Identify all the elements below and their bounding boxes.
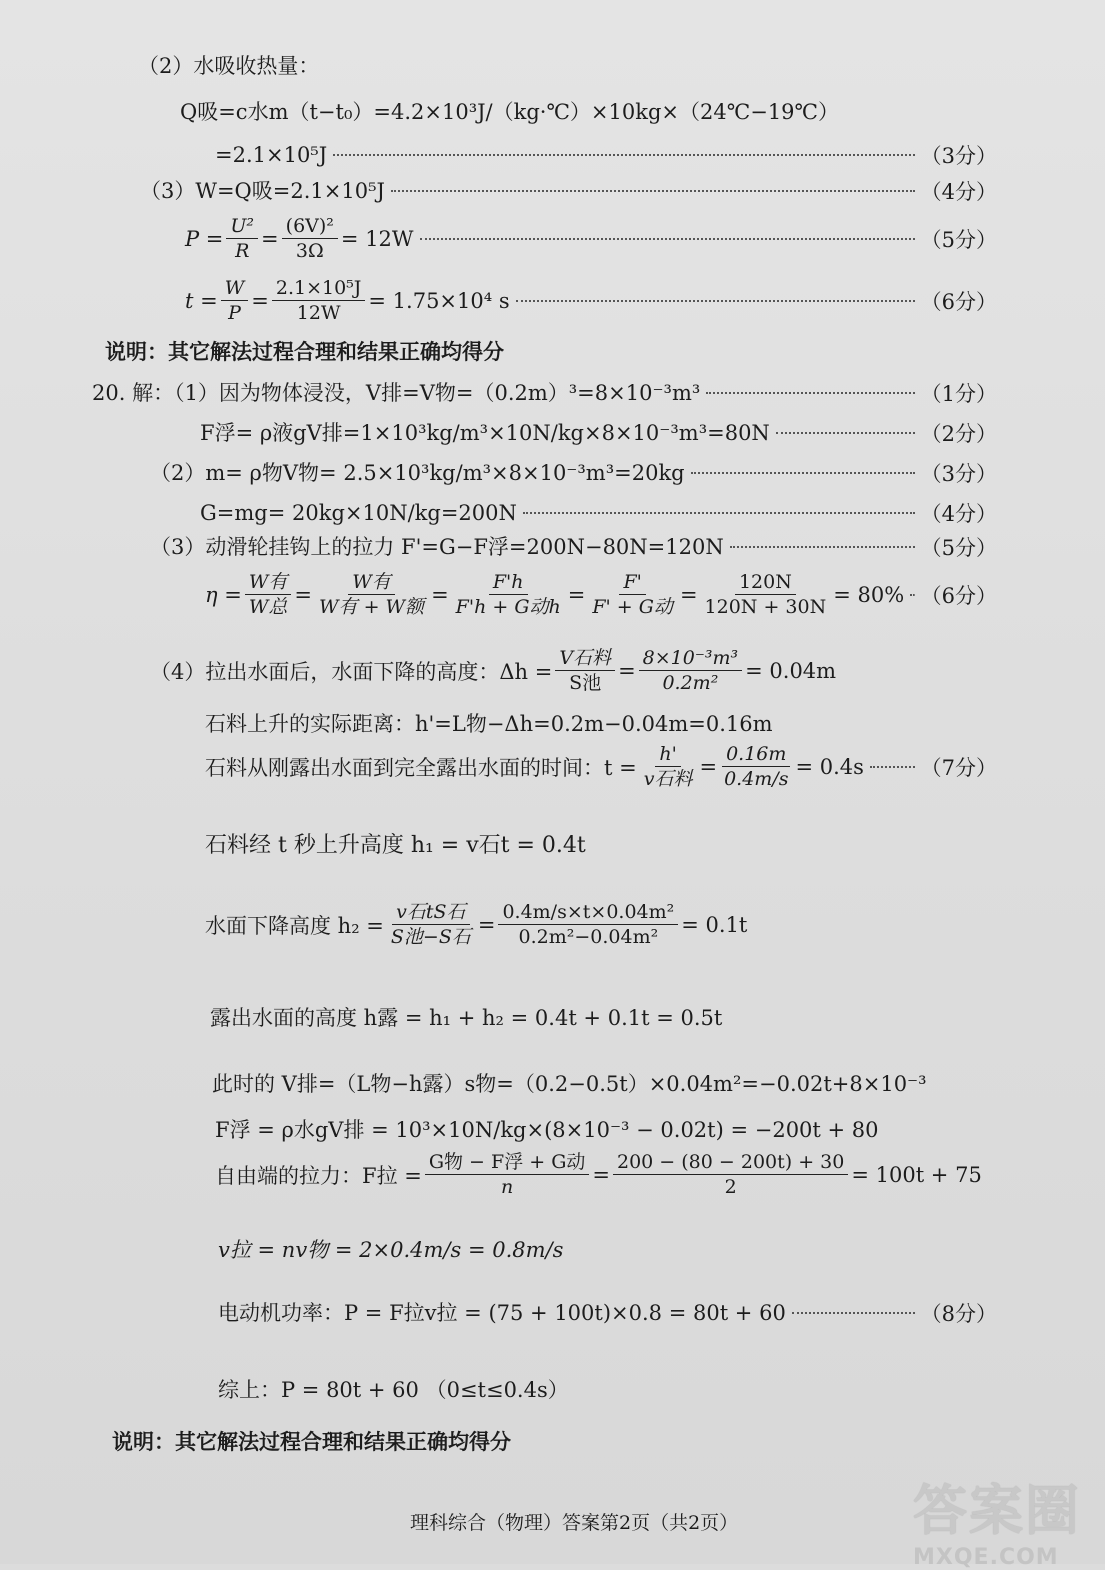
score-mark: （6分） <box>920 583 997 608</box>
q20-weight: G=mg= 20kg×10N/kg=200N <box>200 501 517 525</box>
fraction: $\frac{\text{0.4m/s×t×0.04m²}}{\text{0.2m²−0.04m²}}$ <box>498 900 678 949</box>
q19-heat-formula: Q吸=c水m（t−t₀）=4.2×10³J/（kg·℃）×10kg×（24℃−19℃） <box>180 100 840 124</box>
q20-mass-row <box>150 458 997 488</box>
formula-text: η = <box>205 582 242 607</box>
q20-conclusion: 综上：P = 80t + 60 （0≤t≤0.4s） <box>218 1378 569 1402</box>
score-mark: （7分） <box>920 755 997 780</box>
fraction: $\frac{F'}{\text{F' + G动}}$ <box>592 571 673 618</box>
watermark-url: MXQE.COM <box>913 1545 1059 1570</box>
q20-actual-distance: 石料上升的实际距离：h'=L物−Δh=0.2m−0.04m=0.16m <box>205 712 773 736</box>
formula-text: = 0.4s <box>795 754 864 779</box>
fraction: $\frac{0.16m}{0.4m/s}$ <box>724 743 789 790</box>
fraction: $\frac{W}{P}$ <box>221 276 249 325</box>
formula-text: （4）拉出水面后，水面下降的高度：Δh = <box>150 659 553 684</box>
score-mark: （3分） <box>920 144 997 168</box>
dotted-leader <box>776 432 915 434</box>
fraction: $\frac{\text{(6V)²}}{3\Omega}$ <box>282 214 338 263</box>
watermark-logo <box>913 1468 1093 1570</box>
formula-text: = 0.1t <box>681 912 748 937</box>
q20-drop-height-row: （4）拉出水面后，水面下降的高度：Δh = $\frac{\text{V石料}}{\text{S池}}$ = $\frac{\text{8×10⁻³m³}}{\text{0.2m²}}$ = 0.04m <box>150 647 837 694</box>
q20-motor-power: 电动机功率：P = F拉v拉 = (75 + 100t)×0.8 = 80t + 60 <box>218 1301 786 1325</box>
formula-text: 自由端的拉力：F拉 = <box>215 1163 422 1188</box>
q20-buoyancy-row <box>200 418 997 448</box>
fraction: $\frac{\text{8×10⁻³m³}}{\text{0.2m²}}$ <box>639 646 742 695</box>
formula-text: = 12W <box>340 226 414 251</box>
formula-text: = 1.75×10⁴ s <box>368 288 510 313</box>
q20-buoyancy-t: F浮 = ρ水gV排 = 10³×10N/kg×(8×10⁻³ − 0.02t) = −200t + 80 <box>215 1118 879 1142</box>
q20-exposed-height: 露出水面的高度 h露 = h₁ + h₂ = 0.4t + 0.1t = 0.5t <box>210 1006 723 1030</box>
q20-efficiency-row: η = $\frac{\text{W有}}{\text{W总}}$ = $\frac{\text{W有}}{\text{W有 + W额}}$ = $\frac{F'h}{\text{F'h + G动h}}$ = $\frac{F'}{\text{F' + G动}}$ = $\frac{120N}{120N + 30N}$ = 80% （6分） <box>205 571 997 618</box>
score-mark: （4分） <box>920 180 997 204</box>
score-mark: （2分） <box>920 422 997 446</box>
q20-pull-force: （3）动滑轮挂钩上的拉力 F'=G−F浮=200N−80N=120N <box>150 535 724 559</box>
q19-part3-row <box>140 176 997 206</box>
score-mark: （8分） <box>920 1302 997 1326</box>
dotted-leader <box>691 472 915 474</box>
q20-volume: 20. 解：（1）因为物体浸没，V排=V物=（0.2m）³=8×10⁻³m³ <box>92 381 701 405</box>
score-mark: （5分） <box>920 536 997 560</box>
fraction: $\frac{\text{v石tS石}}{\text{S池−S石}}$ <box>390 901 471 948</box>
dotted-leader <box>391 190 915 192</box>
formula-text: = 100t + 75 <box>851 1162 982 1187</box>
watermark-mark: 答案圈 <box>913 1479 1081 1542</box>
q20-displaced-volume: 此时的 V排=（L物−h露）s物=（0.2−0.5t）×0.04m²=−0.02t+8×10⁻³ <box>212 1072 927 1096</box>
fraction: $\frac{\text{W有}}{\text{W有 + W额}}$ <box>319 571 425 618</box>
q20-buoyancy: F浮= ρ液gV排=1×10³kg/m³×10N/kg×8×10⁻³m³=80N <box>200 421 770 445</box>
fraction: $\frac{120N}{120N + 30N}$ <box>704 571 827 618</box>
dotted-leader <box>333 154 914 156</box>
dotted-leader <box>523 512 915 514</box>
q20-rope-speed: v拉 = nv物 = 2×0.4m/s = 0.8m/s <box>218 1238 564 1262</box>
q19-heat-result-row <box>215 140 997 170</box>
q20-weight-row <box>200 498 997 528</box>
dotted-leader <box>792 1312 915 1314</box>
q19-power-row: P = $\frac{\text{U²}}{R}$ = $\frac{\text{(6V)²}}{3\Omega}$ = 12W （5分） <box>185 215 997 262</box>
q20-free-end-force-row: 自由端的拉力：F拉 = $\frac{\text{G物 − F浮 + G动}}{n}$ = $\frac{200 - (80 - 200t) + 30}{2}$ = 100t + 75 <box>215 1151 982 1198</box>
q20-exit-time-row: 石料从刚露出水面到完全露出水面的时间：t = $\frac{h'}{\text{v石料}}$ = $\frac{0.16m}{0.4m/s}$ = 0.4s （7分） <box>205 743 997 790</box>
formula-text: = 80% <box>833 582 905 607</box>
q20-pull-row <box>150 532 997 562</box>
score-mark: （4分） <box>920 502 997 526</box>
fraction: $\frac{\text{U²}}{R}$ <box>226 214 258 263</box>
grading-note: 说明：其它解法过程合理和结果正确均得分 <box>105 339 504 364</box>
dotted-leader <box>420 238 915 240</box>
q19-work-equation: （3）W=Q吸=2.1×10⁵J <box>140 179 385 203</box>
score-mark: （1分） <box>920 382 997 406</box>
q20-water-drop-row: 水面下降高度 h₂ = $\frac{\text{v石tS石}}{\text{S池−S石}}$ = $\frac{\text{0.4m/s×t×0.04m²}}{\text{0.2m²−0.04m²}}$ = 0.1t <box>205 901 748 948</box>
dotted-leader <box>910 594 914 596</box>
formula-text: P = <box>185 226 224 251</box>
formula-text: = 0.04m <box>745 658 837 683</box>
formula-text: t = <box>185 288 218 313</box>
q19-time-row: t = $\frac{W}{P}$ = $\frac{\text{2.1×10⁵J}}{12W}$ = 1.75×10⁴ s （6分） <box>185 277 997 324</box>
fraction: $\frac{\text{W有}}{\text{W总}}$ <box>245 570 292 619</box>
dotted-leader <box>516 300 915 302</box>
q20-motor-power-row <box>218 1298 997 1328</box>
q20-part1-row <box>92 378 997 408</box>
fraction: $\frac{F'h}{\text{F'h + G动h}}$ <box>455 571 561 618</box>
score-mark: （3分） <box>920 462 997 486</box>
grading-note-2: 说明：其它解法过程合理和结果正确均得分 <box>112 1429 511 1454</box>
dotted-leader <box>706 392 914 394</box>
dotted-leader <box>730 546 915 548</box>
fraction: $\frac{\text{G物 − F浮 + G动}}{n}$ <box>425 1150 590 1199</box>
fraction: $\frac{\text{2.1×10⁵J}}{12W}$ <box>272 276 366 325</box>
q20-mass: （2）m= ρ物V物= 2.5×10³kg/m³×8×10⁻³m³=20kg <box>150 461 685 485</box>
dotted-leader <box>870 766 915 768</box>
formula-text: 石料从刚露出水面到完全露出水面的时间：t = <box>205 755 637 780</box>
score-mark: （5分） <box>920 227 997 252</box>
fraction: $\frac{200 - (80 - 200t) + 30}{2}$ <box>613 1150 848 1199</box>
score-mark: （6分） <box>920 289 997 314</box>
fraction: $\frac{h'}{\text{v石料}}$ <box>643 743 693 790</box>
formula-text: 水面下降高度 h₂ = <box>205 913 384 938</box>
q19-heat-result: =2.1×10⁵J <box>215 143 328 167</box>
q20-rise-height: 石料经 t 秒上升高度 h₁ = v石t = 0.4t <box>205 833 586 858</box>
q19-part2-heading: （2）水吸收热量： <box>138 54 320 78</box>
page-footer: 理科综合（物理）答案第2页（共2页） <box>410 1512 739 1534</box>
fraction: $\frac{\text{V石料}}{\text{S池}}$ <box>555 646 615 695</box>
